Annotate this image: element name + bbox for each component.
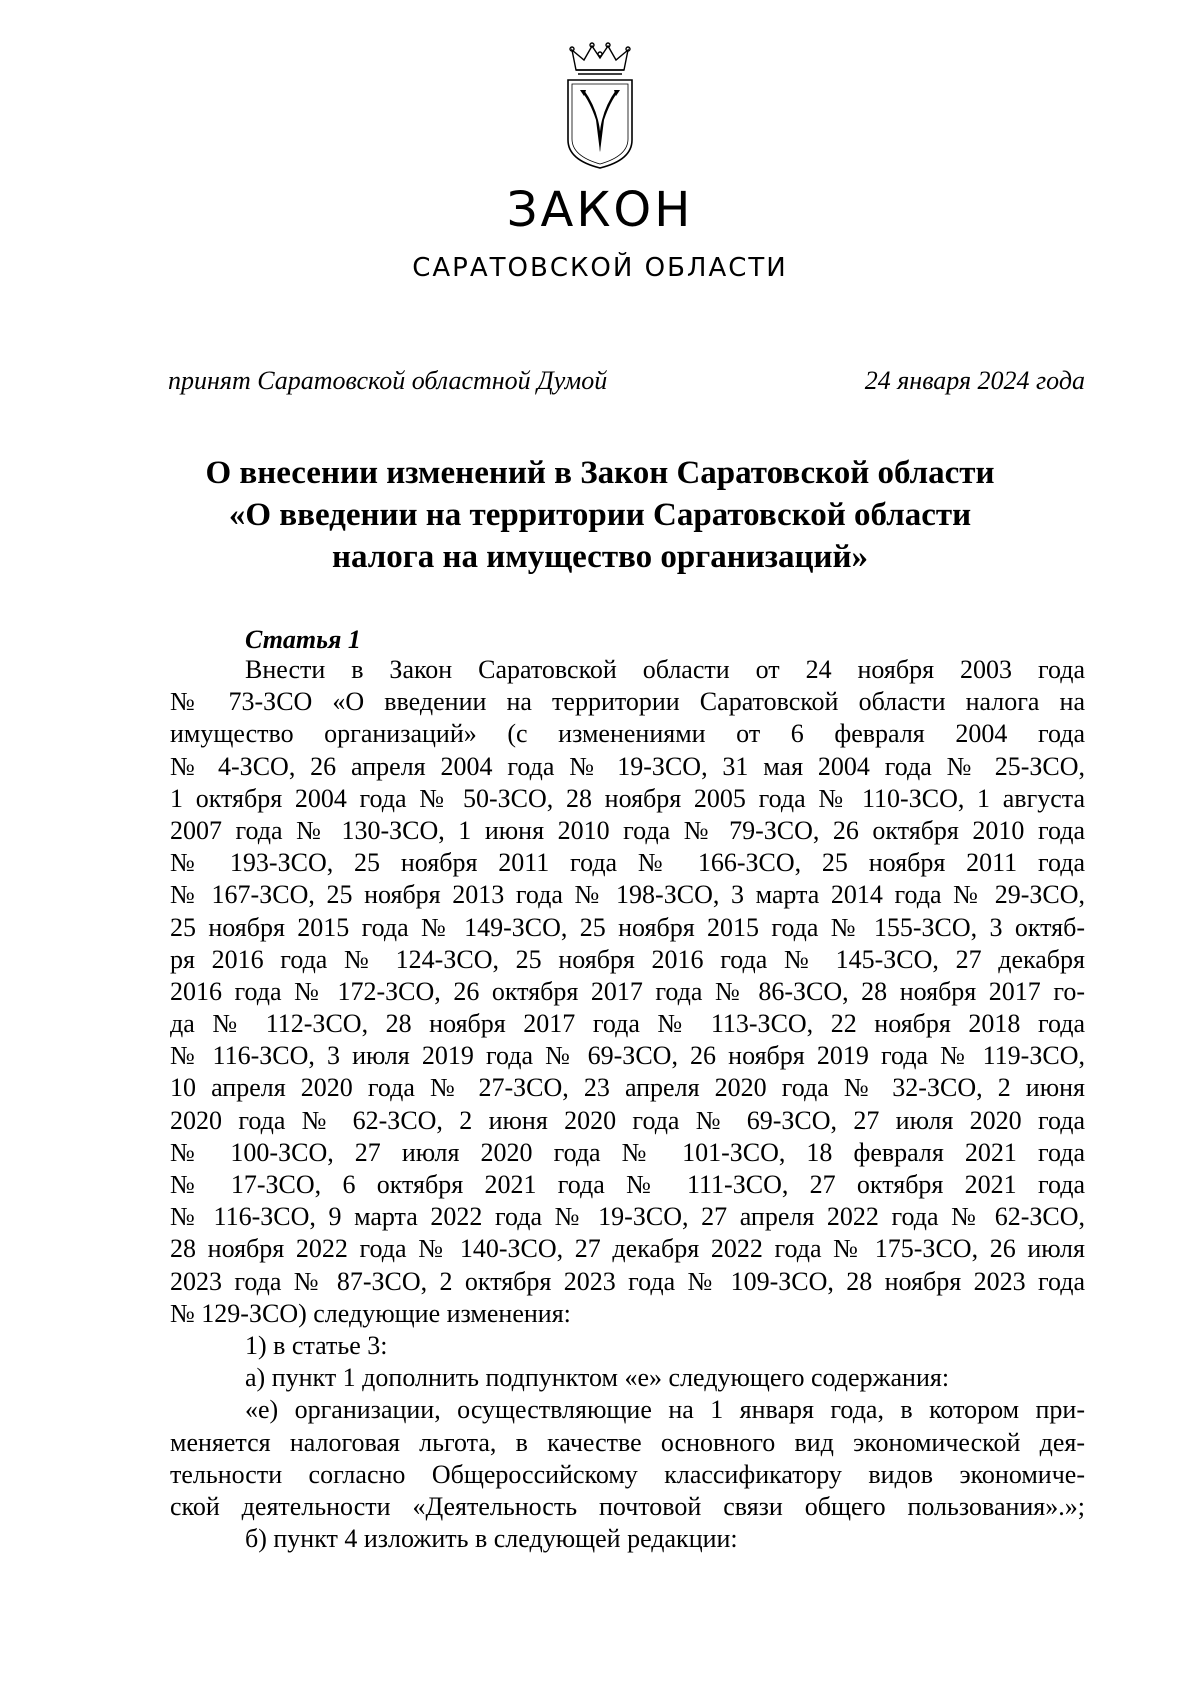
text-line: б) пункт 4 изложить в следующей редакции:: [245, 1524, 738, 1554]
text-line: 10 апреля 2020 года № 27-ЗСО, 23 апреля 2020 года № 32-ЗСО, 2 июня: [170, 1073, 1085, 1103]
heading-line: «О введении на территории Саратовской области: [228, 497, 972, 533]
text-line: 2016 года № 172-ЗСО, 26 октября 2017 года № 86-ЗСО, 28 ноября 2017 го-: [170, 976, 1085, 1006]
adopted-by: принят Саратовской областной Думой: [168, 366, 608, 395]
text-line: № 167-ЗСО, 25 ноября 2013 года № 198-ЗСО, 3 марта 2014 года № 29-ЗСО,: [170, 880, 1085, 910]
sterlet-right-icon: [599, 90, 618, 152]
text-line: ской деятельности «Деятельность почтовой связи общего пользования».»;: [170, 1491, 1085, 1521]
adoption-date: 24 января 2024 года: [864, 366, 1085, 395]
shield-icon: [568, 80, 632, 168]
text-line: 25 ноября 2015 года № 149-ЗСО, 25 ноября 2015 года № 155-ЗСО, 3 октяб-: [170, 912, 1085, 942]
text-line: Внести в Закон Саратовской области от 24 ноября 2003 года: [245, 655, 1085, 684]
text-line: № 4-ЗСО, 26 апреля 2004 года № 19-ЗСО, 31 мая 2004 года № 25-ЗСО,: [170, 751, 1085, 781]
document-heading: [0, 452, 1200, 578]
text-line: № 129-ЗСО) следующие изменения:: [170, 1298, 571, 1328]
saratov-coat-of-arms-emblem: [560, 40, 640, 170]
text-line: № 193-ЗСО, 25 ноября 2011 года № 166-ЗСО, 25 ноября 2011 года: [170, 848, 1085, 878]
text-line: ря 2016 года № 124-ЗСО, 25 ноября 2016 года № 145-ЗСО, 27 декабря: [170, 944, 1085, 974]
text-line: 1) в статье 3:: [245, 1330, 388, 1360]
text-line: 2007 года № 130-ЗСО, 1 июня 2010 года № 79-ЗСО, 26 октября 2010 года: [170, 815, 1085, 845]
text-line: 2023 года № 87-ЗСО, 2 октября 2023 года № 109-ЗСО, 28 ноября 2023 года: [170, 1266, 1085, 1296]
text-line: имущество организаций» (с изменениями от 6 февраля 2004 года: [170, 719, 1085, 749]
text-line: 28 ноября 2022 года № 140-ЗСО, 27 декабря 2022 года № 175-ЗСО, 26 июля: [170, 1234, 1085, 1264]
law-title: ЗАКОН: [506, 182, 694, 238]
adoption-info: [168, 368, 1085, 394]
text-line: 2020 года № 62-ЗСО, 2 июня 2020 года № 69-ЗСО, 27 июля 2020 года: [170, 1105, 1085, 1135]
sterlet-left-icon: [582, 90, 601, 152]
text-line: № 100-ЗСО, 27 июля 2020 года № 101-ЗСО, 18 февраля 2021 года: [170, 1137, 1085, 1167]
text-line: а) пункт 1 дополнить подпунктом «е» следующего содержания:: [245, 1363, 950, 1393]
text-line: 1 октября 2004 года № 50-ЗСО, 28 ноября 2005 года № 110-ЗСО, 1 августа: [170, 783, 1085, 813]
heading-line: О внесении изменений в Закон Саратовской области: [205, 455, 995, 491]
heading-line: налога на имущество организаций»: [331, 539, 869, 575]
article-title: Статья 1: [245, 625, 361, 654]
text-line: меняется налоговая льгота, в качестве основного вид экономической дея-: [170, 1427, 1085, 1457]
text-line: № 116-ЗСО, 9 марта 2022 года № 19-ЗСО, 27 апреля 2022 года № 62-ЗСО,: [170, 1202, 1085, 1232]
text-line: тельности согласно Общероссийскому классификатору видов экономиче-: [170, 1459, 1085, 1489]
text-line: № 116-ЗСО, 3 июля 2019 года № 69-ЗСО, 26 ноября 2019 года № 119-ЗСО,: [170, 1041, 1085, 1071]
text-line: № 73-ЗСО «О введении на территории Саратовской области налога на: [170, 687, 1085, 717]
text-line: № 17-ЗСО, 6 октября 2021 года № 111-ЗСО, 27 октября 2021 года: [170, 1170, 1085, 1199]
article-body: [170, 654, 1085, 1555]
text-line: «е) организации, осуществляющие на 1 января года, в котором при-: [245, 1395, 1085, 1425]
law-subtitle: САРАТОВСКОЙ ОБЛАСТИ: [412, 253, 788, 283]
text-line: да № 112-ЗСО, 28 ноября 2017 года № 113-ЗСО, 22 ноября 2018 года: [170, 1009, 1085, 1039]
crown-icon: [570, 43, 630, 74]
